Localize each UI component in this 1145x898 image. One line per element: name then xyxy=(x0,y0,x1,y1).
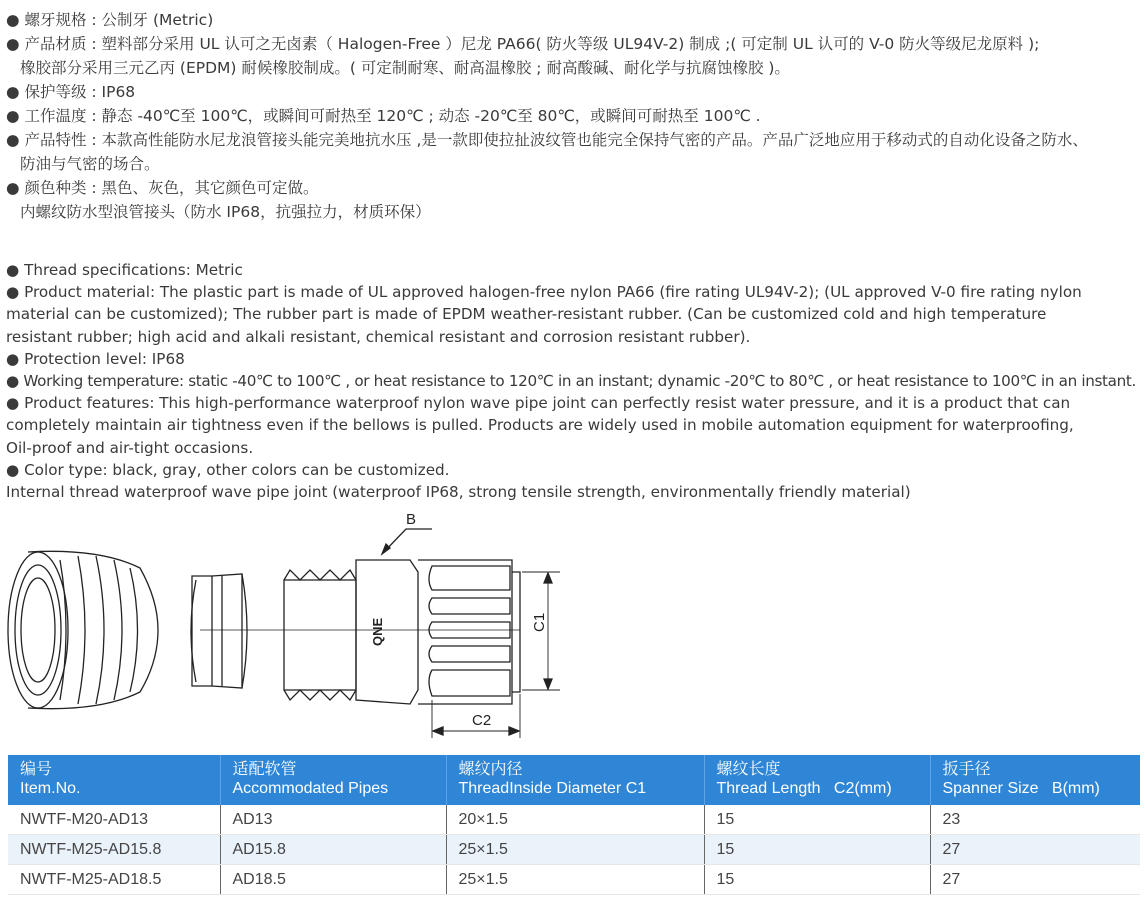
cell-item-no: NWTF-M25-AD18.5 xyxy=(8,865,220,895)
cell-item-no: NWTF-M25-AD15.8 xyxy=(8,835,220,865)
header-pipes xyxy=(220,755,446,805)
cell-item-no: NWTF-M20-AD13 xyxy=(8,805,220,835)
table-row xyxy=(8,805,1140,835)
header-en: Spanner Size B(mm) xyxy=(942,780,1100,797)
header-en: ThreadInside Diameter C1 xyxy=(458,780,647,797)
zh-material-line1: ● 产品材质 : 塑料部分采用 UL 认可之无卤素（ Halogen-Free ）尼龙 PA66( 防火等级 UL94V-2) 制成 ;( 可定制 UL 认可的 V-0 防火等级尼龙原料 ); xyxy=(6,35,1040,53)
header-thread-diameter xyxy=(446,755,704,805)
cell-spanner-size: 27 xyxy=(930,835,1140,865)
label-c1: C1 xyxy=(531,612,548,632)
header-thread-length xyxy=(704,755,930,805)
label-b: B xyxy=(406,511,417,528)
cell-thread-diameter: 20×1.5 xyxy=(446,805,704,835)
cell-pipes: AD13 xyxy=(220,805,446,835)
en-material-line2: material can be customized); The rubber part is made of EPDM weather-resistant rubber. (Can be customized cold and high temperature xyxy=(6,305,1047,324)
header-item-no xyxy=(8,755,220,805)
cell-thread-length: 15 xyxy=(704,835,930,865)
en-material-line1: ● Product material: The plastic part is made of UL approved halogen-free nylon PA66 (fire rating UL94V-2); (UL approved V-0 fire rating nylon xyxy=(6,283,1082,302)
cell-thread-length: 15 xyxy=(704,865,930,895)
header-en: Item.No. xyxy=(20,780,81,797)
header-zh: 扳手径 xyxy=(942,761,991,778)
en-product-title: Internal thread waterproof wave pipe joint (waterproof IP68, strong tensile strength, environmentally friendly material) xyxy=(6,482,911,501)
zh-thread-spec: ● 螺牙规格 : 公制牙 (Metric) xyxy=(6,11,214,29)
table-row xyxy=(8,835,1140,865)
zh-material-line2: 橡胶部分采用三元乙丙 (EPDM) 耐候橡胶制成。( 可定制耐寒、耐高温橡胶 ; 耐高酸碱、耐化学与抗腐蚀橡胶 )。 xyxy=(20,59,790,77)
cell-pipes: AD18.5 xyxy=(220,865,446,895)
header-en: Thread Length C2(mm) xyxy=(716,780,892,797)
en-thread-spec: ● Thread specifications: Metric xyxy=(6,261,243,279)
zh-color-type: ● 颜色种类 : 黑色、灰色，其它颜色可定做。 xyxy=(6,179,319,197)
zh-product-title: 内螺纹防水型浪管接头（防水 IP68，抗强拉力，材质环保） xyxy=(20,203,431,221)
header-spanner-size xyxy=(930,755,1140,805)
table-row xyxy=(8,865,1140,895)
cell-thread-length: 15 xyxy=(704,805,930,835)
cell-thread-diameter: 25×1.5 xyxy=(446,835,704,865)
brand-mark: QNE xyxy=(370,617,385,646)
zh-working-temp: ● 工作温度 : 静态 -40℃至 100℃，或瞬间可耐热至 120℃ ; 动态 -20℃至 80℃，或瞬间可耐热至 100℃ . xyxy=(6,107,761,125)
header-zh: 编号 xyxy=(20,761,53,778)
spec-table xyxy=(8,755,1140,895)
label-c2: C2 xyxy=(472,712,492,729)
zh-features-line1: ● 产品特性 : 本款高性能防水尼龙浪管接头能完美地抗水压 ,是一款即使拉扯波纹管也能完全保持气密的产品。产品广泛地应用于移动式的自动化设备之防水、 xyxy=(6,131,1088,149)
en-features-line2: completely maintain air tightness even if the bellows is pulled. Products are widely used in mobile automation equipment for waterproofing, xyxy=(6,416,1074,435)
cell-spanner-size: 23 xyxy=(930,805,1140,835)
seal-part xyxy=(191,574,247,688)
header-zh: 适配软管 xyxy=(232,761,297,778)
en-features-line1: ● Product features: This high-performance waterproof nylon wave pipe joint can perfectly resist water pressure, and it is a product that can xyxy=(6,394,1071,413)
fitting-body-part xyxy=(284,560,520,704)
spec-table-header xyxy=(8,755,1140,805)
header-en: Accommodated Pipes xyxy=(232,780,389,797)
english-spec-block xyxy=(6,259,1142,503)
en-working-temp: ● Working temperature: static -40℃ to 100℃ , or heat resistance to 120℃ in an instant; dynamic -20℃ to 80℃ , or heat resistance to 100℃ in an instant. xyxy=(6,371,1136,390)
cell-spanner-size: 27 xyxy=(930,865,1140,895)
cap-nut-part xyxy=(8,551,158,708)
header-zh: 螺纹内径 xyxy=(458,761,523,778)
en-material-line3: resistant rubber; high acid and alkali resistant, chemical resistant and corrosion resistant rubber). xyxy=(6,327,751,346)
header-zh: 螺纹长度 xyxy=(716,761,781,778)
dimension-b-leader xyxy=(382,529,432,554)
en-features-line3: Oil-proof and air-tight occasions. xyxy=(6,438,254,457)
exploded-view-drawing xyxy=(0,505,600,743)
en-protection-level: ● Protection level: IP68 xyxy=(6,349,185,368)
chinese-spec-block xyxy=(6,8,1141,224)
en-color-type: ● Color type: black, gray, other colors can be customized. xyxy=(6,460,450,479)
cell-pipes: AD15.8 xyxy=(220,835,446,865)
zh-protection-level: ● 保护等级 : IP68 xyxy=(6,83,136,101)
zh-features-line2: 防油与气密的场合。 xyxy=(20,155,160,173)
cell-thread-diameter: 25×1.5 xyxy=(446,865,704,895)
